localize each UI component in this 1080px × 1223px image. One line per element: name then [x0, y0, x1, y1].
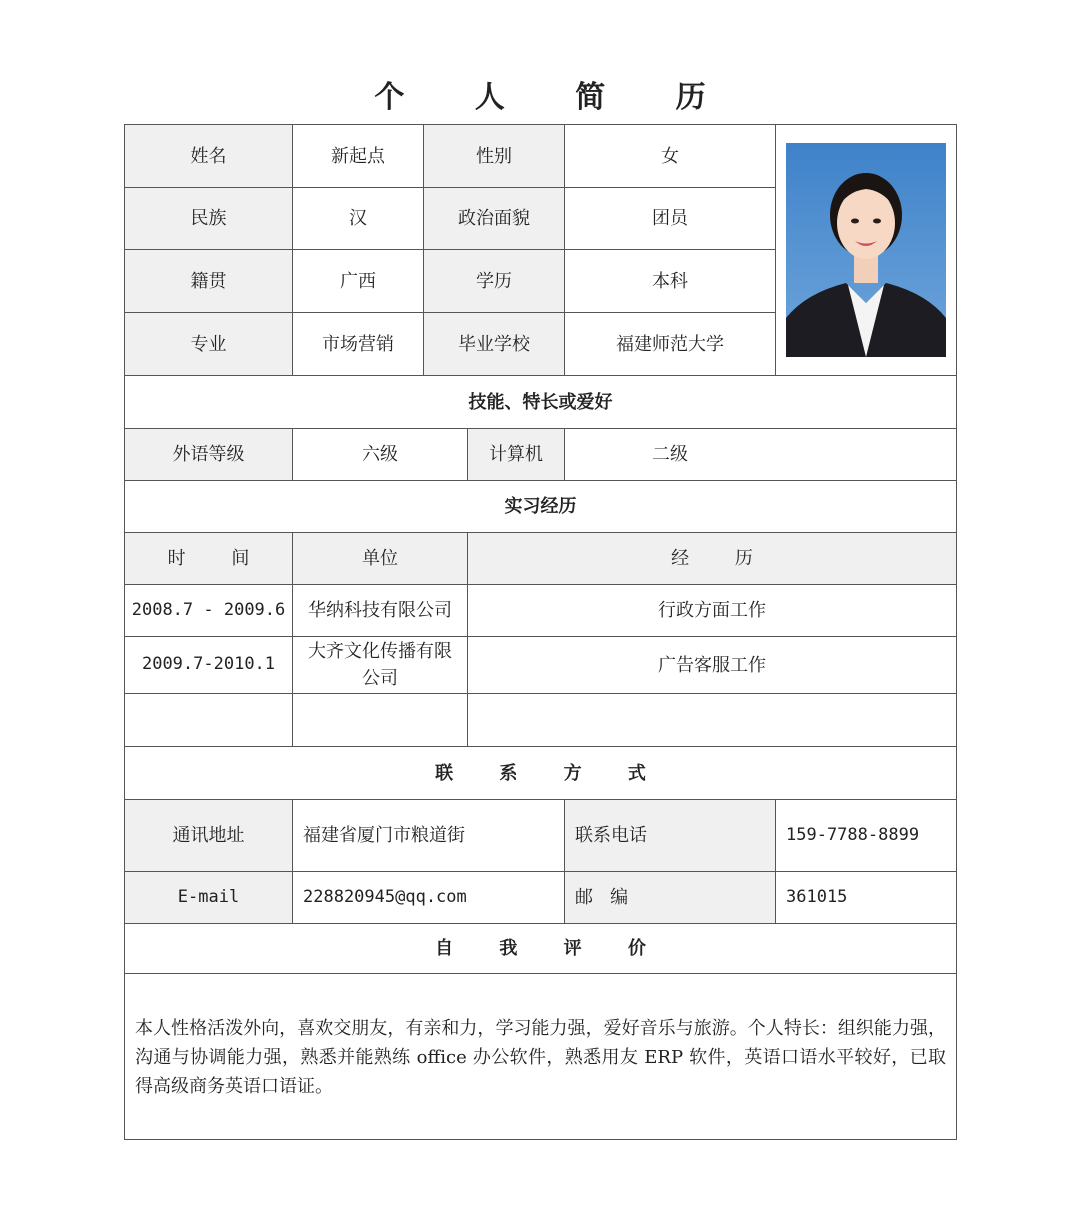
- zip-value: 361015: [776, 872, 956, 924]
- political-value: 团员: [565, 188, 776, 250]
- internship-time: 2008.7 - 2009.6: [125, 585, 293, 637]
- gender-label: 性别: [424, 125, 565, 188]
- internship-exp: 广告客服工作: [468, 637, 956, 694]
- name-value: 新起点: [293, 125, 424, 188]
- internship-time: 2009.7-2010.1: [125, 637, 293, 694]
- profile-photo: [786, 143, 946, 357]
- internship-unit: 华纳科技有限公司: [293, 585, 468, 637]
- language-value: 六级: [293, 429, 468, 481]
- photo-cell: [776, 125, 956, 376]
- political-label: 政治面貌: [424, 188, 565, 250]
- school-value: 福建师范大学: [565, 313, 776, 376]
- internship-unit: 大齐文化传播有限公司: [293, 637, 468, 694]
- contact-heading: 联 系 方 式: [125, 747, 956, 800]
- internship-time: [125, 694, 293, 747]
- page-title: 个 人 简 历: [374, 80, 736, 115]
- self-eval-heading: 自 我 评 价: [125, 924, 956, 974]
- internship-unit: [293, 694, 468, 747]
- internship-heading: 实习经历: [125, 481, 956, 533]
- computer-value: 二级: [565, 429, 775, 481]
- resume-table: [124, 124, 957, 1140]
- email-label: E-mail: [125, 872, 293, 924]
- phone-value: 159-7788-8899: [776, 800, 956, 872]
- zip-label: 邮 编: [565, 872, 776, 924]
- col-unit-header: 单位: [293, 533, 468, 585]
- gender-value: 女: [565, 125, 776, 188]
- email-value: 228820945@qq.com: [293, 872, 565, 924]
- address-value: 福建省厦门市粮道街: [293, 800, 565, 872]
- education-value: 本科: [565, 250, 776, 313]
- computer-value-blank: [775, 429, 956, 481]
- name-label: 姓名: [125, 125, 293, 188]
- internship-exp: 行政方面工作: [468, 585, 956, 637]
- self-eval-text: 本人性格活泼外向，喜欢交朋友，有亲和力，学习能力强，爱好音乐与旅游。个人特长：组织能力强，沟通与协调能力强，熟悉并能熟练 office 办公软件，熟悉用友 ERP 软件，英语口语水平较好，已取得高级商务英语口语证。: [135, 1018, 946, 1097]
- col-time-header: 时 间: [125, 533, 293, 585]
- ethnicity-label: 民族: [125, 188, 293, 250]
- ethnicity-value: 汉: [293, 188, 424, 250]
- computer-label: 计算机: [468, 429, 565, 481]
- origin-value: 广西: [293, 250, 424, 313]
- phone-label: 联系电话: [565, 800, 776, 872]
- major-value: 市场营销: [293, 313, 424, 376]
- education-label: 学历: [424, 250, 565, 313]
- skills-heading: 技能、特长或爱好: [125, 376, 956, 429]
- origin-label: 籍贯: [125, 250, 293, 313]
- address-label: 通讯地址: [125, 800, 293, 872]
- school-label: 毕业学校: [424, 313, 565, 376]
- col-exp-header: 经 历: [468, 533, 956, 585]
- major-label: 专业: [125, 313, 293, 376]
- internship-exp: [468, 694, 956, 747]
- language-label: 外语等级: [125, 429, 293, 481]
